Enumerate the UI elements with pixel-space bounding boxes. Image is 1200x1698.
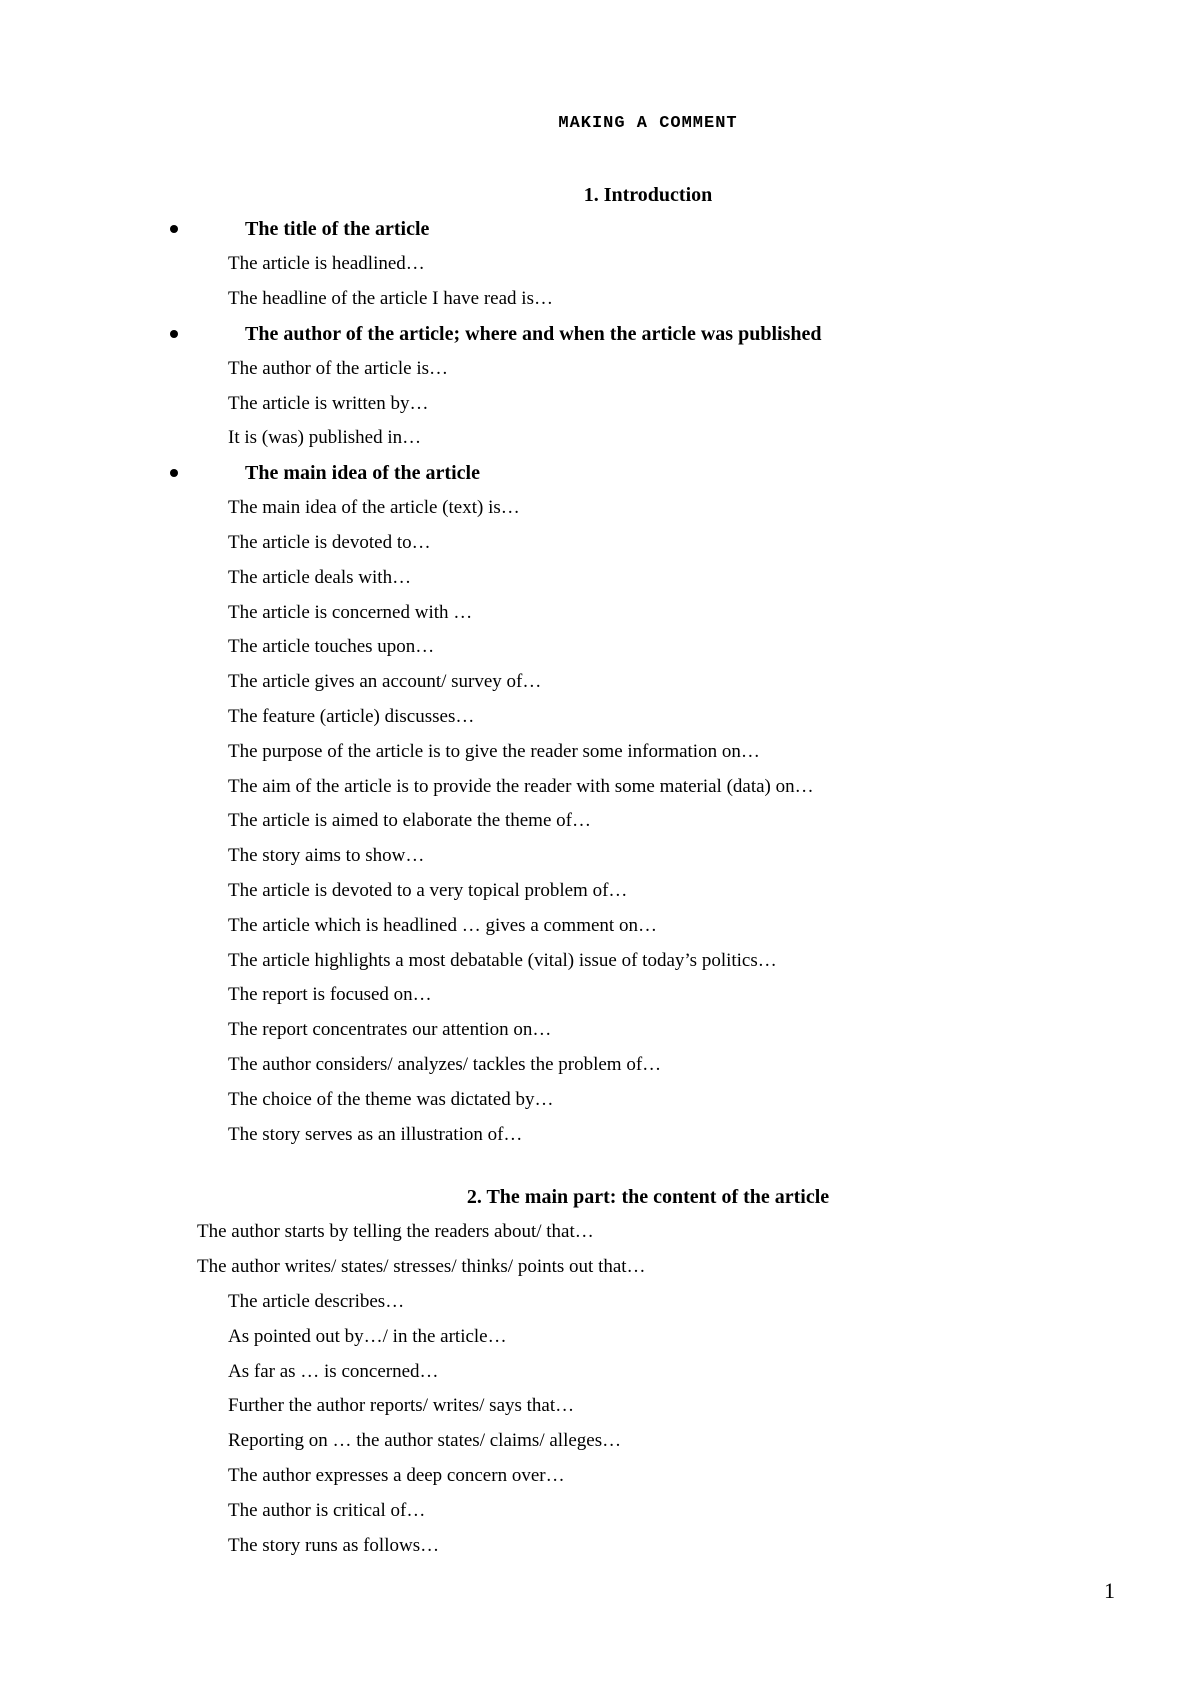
phrase-line: As pointed out by…/ in the article… — [228, 1326, 507, 1347]
phrase-line: The article which is headlined … gives a comment on… — [228, 915, 657, 936]
phrase-line: The aim of the article is to provide the reader with some material (data) on… — [228, 776, 814, 797]
bullet-heading: The main idea of the article — [245, 462, 480, 484]
phrase-line: The article is devoted to… — [228, 532, 431, 553]
phrase-line: The feature (article) discusses… — [228, 706, 475, 727]
phrase-line: The story serves as an illustration of… — [228, 1124, 523, 1145]
phrase-line: The purpose of the article is to give the reader some information on… — [228, 741, 760, 762]
page-number: 1 — [1104, 1578, 1115, 1603]
phrase-line: The article is written by… — [228, 393, 429, 414]
phrase-line: The report is focused on… — [228, 984, 432, 1005]
phrase-line: The article is concerned with … — [228, 602, 473, 623]
phrase-line: The author starts by telling the readers about/ that… — [197, 1221, 594, 1242]
bullet-heading: The author of the article; where and when the article was published — [245, 323, 822, 345]
phrase-line: Reporting on … the author states/ claims/ alleges… — [228, 1430, 622, 1451]
section-heading-introduction: 1. Introduction — [583, 184, 713, 206]
phrase-line: The article touches upon… — [228, 636, 435, 657]
phrase-line: The choice of the theme was dictated by… — [228, 1089, 554, 1110]
phrase-line: The story aims to show… — [228, 845, 425, 866]
phrase-line: As far as … is concerned… — [228, 1361, 439, 1382]
phrase-line: The article gives an account/ survey of… — [228, 671, 542, 692]
phrase-line: The author considers/ analyzes/ tackles the problem of… — [228, 1054, 662, 1075]
phrase-line: The main idea of the article (text) is… — [228, 497, 520, 518]
document-title: MAKING A COMMENT — [558, 114, 738, 133]
bullet-icon — [170, 330, 178, 338]
phrase-line: The article deals with… — [228, 567, 412, 588]
phrase-line: The report concentrates our attention on… — [228, 1019, 552, 1040]
phrase-line: The article describes… — [228, 1291, 405, 1312]
phrase-line: The article highlights a most debatable (vital) issue of today’s politics… — [228, 950, 777, 971]
bullet-icon — [170, 225, 178, 233]
phrase-line: The article is devoted to a very topical problem of… — [228, 880, 628, 901]
phrase-line: The author expresses a deep concern over… — [228, 1465, 565, 1486]
bullet-heading: The title of the article — [245, 218, 430, 240]
phrase-line: The article is headlined… — [228, 253, 425, 274]
phrase-line: The author is critical of… — [228, 1500, 426, 1521]
bullet-icon — [170, 469, 178, 477]
phrase-line: The story runs as follows… — [228, 1535, 440, 1556]
phrase-line: The author of the article is… — [228, 358, 449, 379]
phrase-line: The headline of the article I have read is… — [228, 288, 553, 309]
phrase-line: It is (was) published in… — [228, 427, 422, 448]
phrase-line: Further the author reports/ writes/ says that… — [228, 1395, 575, 1416]
phrase-line: The article is aimed to elaborate the theme of… — [228, 810, 591, 831]
phrase-line: The author writes/ states/ stresses/ thinks/ points out that… — [197, 1256, 646, 1277]
section-heading-main-part: 2. The main part: the content of the article — [466, 1186, 830, 1208]
